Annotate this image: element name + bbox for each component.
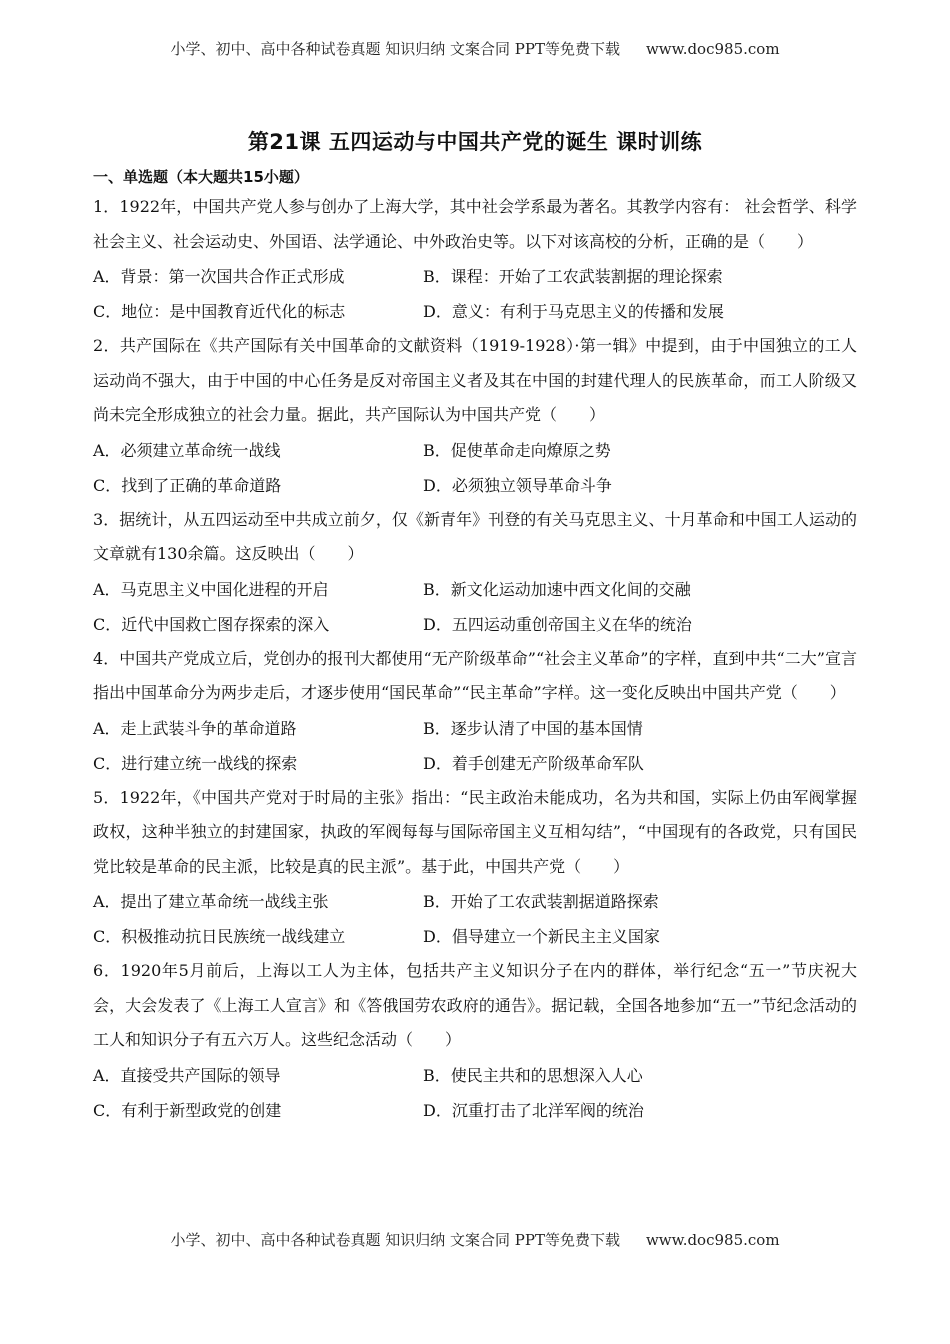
- question-5: [93, 781, 857, 955]
- option-grid: [93, 884, 857, 954]
- option-grid: [93, 1058, 857, 1128]
- header-site[interactable]: www.doc985.com: [645, 40, 780, 58]
- option-c[interactable]: C．进行建立统一战线的探索: [93, 753, 298, 773]
- option-c[interactable]: C．近代中国救亡图存探索的深入: [93, 614, 330, 634]
- option-c[interactable]: C．地位：是中国教育近代化的标志: [93, 302, 346, 321]
- option-d[interactable]: D．五四运动重创帝国主义在华的统治: [423, 614, 692, 634]
- option-d[interactable]: D．意义：有利于马克思主义的传播和发展: [423, 302, 724, 321]
- option-b[interactable]: B．新文化运动加速中西文化间的交融: [423, 579, 691, 599]
- header-text: 小学、初中、高中各种试卷真题 知识归纳 文案合同 PPT等免费下载: [170, 40, 620, 58]
- question-list: [93, 190, 857, 1128]
- question-4: [93, 642, 857, 781]
- option-a[interactable]: A．背景：第一次国共合作正式形成: [93, 267, 345, 286]
- question-stem: 3．据统计，从五四运动至中共成立前夕，仅《新青年》刊登的有关马克思主义、十月革命和中国工人运动的文章就有130余篇。这反映出（ ）: [93, 509, 857, 563]
- option-d[interactable]: D．沉重打击了北洋军阀的统治: [423, 1100, 644, 1120]
- option-grid: [93, 433, 857, 503]
- question-stem: 1．1922年，中国共产党人参与创办了上海大学，其中社会学系最为著名。其教学内容有： 社会哲学、科学社会主义、社会运动史、外国语、法学通论、中外政治史等。以下对该高校的分析，正确的是（ ）: [93, 197, 857, 251]
- option-a[interactable]: A．马克思主义中国化进程的开启: [93, 579, 329, 599]
- option-b[interactable]: B．逐步认清了中国的基本国情: [423, 718, 643, 738]
- page-title: 第21课 五四运动与中国共产党的诞生 课时训练: [247, 130, 703, 154]
- question-stem: 4．中国共产党成立后，党创办的报刊大都使用“无产阶级革命”“社会主义革命”的字样，直到中共“二大”宣言指出中国革命分为两步走后，才逐步使用“国民革命”“民主革命”字样。这一变化反映出中国共产党（ ）: [93, 648, 857, 702]
- option-c[interactable]: C．找到了正确的革命道路: [93, 475, 282, 495]
- page-header: [0, 38, 950, 59]
- footer-site[interactable]: www.doc985.com: [645, 1231, 780, 1249]
- option-b[interactable]: B．开始了工农武装割据道路探索: [423, 892, 659, 911]
- option-a[interactable]: A．直接受共产国际的领导: [93, 1065, 281, 1085]
- option-b[interactable]: B．课程：开始了工农武装割据的理论探索: [423, 267, 723, 286]
- question-stem: 2．共产国际在《共产国际有关中国革命的文献资料（1919-1928）·第一辑》中提到，由于中国独立的工人运动尚不强大，由于中国的中心任务是反对帝国主义者及其在中国的封建代理人的民族革命，而工人阶级又尚未完全形成独立的社会力量。据此，共产国际认为中国共产党（ ）: [93, 336, 857, 424]
- option-c[interactable]: C．积极推动抗日民族统一战线建立: [93, 927, 346, 946]
- question-2: [93, 329, 857, 503]
- option-c[interactable]: C．有利于新型政党的创建: [93, 1100, 282, 1120]
- footer-text: 小学、初中、高中各种试卷真题 知识归纳 文案合同 PPT等免费下载: [170, 1231, 620, 1249]
- option-grid: [93, 711, 857, 781]
- question-3: [93, 503, 857, 642]
- option-a[interactable]: A．必须建立革命统一战线: [93, 440, 281, 460]
- option-d[interactable]: D．着手创建无产阶级革命军队: [423, 753, 644, 773]
- option-b[interactable]: B．使民主共和的思想深入人心: [423, 1065, 643, 1085]
- option-a[interactable]: A．提出了建立革命统一战线主张: [93, 892, 329, 911]
- page-footer: [0, 1229, 950, 1250]
- question-stem: 6．1920年5月前后，上海以工人为主体，包括共产主义知识分子在内的群体，举行纪念“五一”节庆祝大会，大会发表了《上海工人宣言》和《答俄国劳农政府的通告》。据记载，全国各地参加“五一”节纪念活动的工人和知识分子有五六万人。这些纪念活动（ ）: [93, 961, 857, 1049]
- question-6: [93, 954, 857, 1128]
- option-a[interactable]: A．走上武装斗争的革命道路: [93, 718, 297, 738]
- option-d[interactable]: D．必须独立领导革命斗争: [423, 475, 612, 495]
- option-d[interactable]: D．倡导建立一个新民主主义国家: [423, 927, 660, 946]
- question-stem: 5．1922年，《中国共产党对于时局的主张》指出：“民主政治未能成功，名为共和国，实际上仍由军阀掌握政权，这种半独立的封建国家，执政的军阀每每与国际帝国主义互相勾结”，“中国现有的各政党，只有国民党比较是革命的民主派，比较是真的民主派”。基于此，中国共产党（ ）: [93, 787, 857, 876]
- option-grid: [93, 259, 857, 329]
- section-heading: 一、单选题（本大题共15小题）: [93, 168, 309, 186]
- option-b[interactable]: B．促使革命走向燎原之势: [423, 440, 611, 460]
- option-grid: [93, 572, 857, 642]
- question-1: [93, 190, 857, 329]
